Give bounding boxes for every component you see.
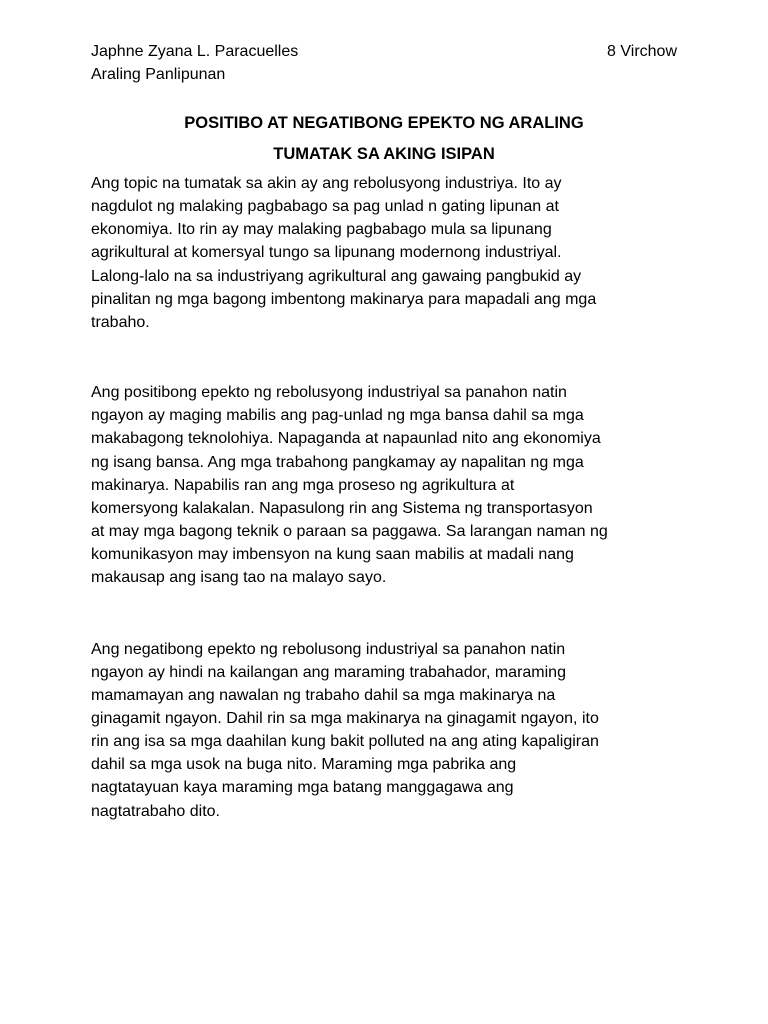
paragraph-line: Ang positibong epekto ng rebolusyong industriyal sa panahon natin — [91, 384, 567, 402]
paragraph-line: ginagamit ngayon. Dahil rin sa mga makinarya na ginagamit ngayon, ito — [91, 709, 599, 727]
paragraph-line: ng isang bansa. Ang mga trabahong pangkamay ay napalitan ng mga — [91, 453, 584, 471]
author-name: Japhne Zyana L. Paracuelles — [91, 43, 299, 60]
paragraph-line: komersyong kalakalan. Napasulong rin ang Sistema ng transportasyon — [91, 499, 593, 517]
paragraph-line: makinarya. Napabilis ran ang mga proseso ng agrikultura at — [91, 476, 515, 494]
paragraph-line: makausap ang isang tao na malayo sayo. — [91, 569, 387, 587]
paragraph-line: nagdulot ng malaking pagbabago sa pag unlad n gating lipunan at — [91, 198, 559, 216]
paragraph-line: Ang negatibong epekto ng rebolusong industriyal sa panahon natin — [91, 640, 566, 658]
paragraph-line: pinalitan ng mga bagong imbentong makinarya para mapadali ang mga — [91, 290, 597, 308]
header-left — [91, 40, 298, 86]
class-section: 8 Virchow — [607, 43, 677, 60]
paragraph-line: ekonomiya. Ito rin ay may malaking pagbabago mula sa lipunang — [91, 221, 552, 239]
paragraph-line: makabagong teknolohiya. Napaganda at napaunlad nito ang ekonomiya — [91, 430, 601, 448]
subject-name: Araling Panlipunan — [91, 66, 226, 83]
paragraph-line: nagtatrabaho dito. — [91, 802, 220, 820]
paragraph-line: dahil sa mga usok na buga nito. Maraming mga pabrika ang — [91, 756, 517, 774]
paragraph-positive-effects — [91, 381, 677, 589]
paragraph-line: agrikultural at komersyal tungo sa lipunang modernong industriyal. — [91, 244, 562, 262]
paragraph-line: ngayon ay maging mabilis ang pag-unlad ng mga bansa dahil sa mga — [91, 407, 584, 425]
paragraph-line: komunikasyon may imbensyon na kung saan mabilis at madali nang — [91, 546, 574, 564]
paragraph-line: ngayon ay hindi na kailangan ang maraming trabahador, maraming — [91, 663, 566, 681]
paragraph-line: mamamayan ang nawalan ng trabaho dahil sa mga makinarya na — [91, 686, 556, 704]
paragraph-line: nagtatayuan kaya maraming mga batang manggagawa ang — [91, 779, 514, 797]
document-header — [91, 40, 677, 86]
paragraph-line: Lalong-lalo na sa industriyang agrikultural ang gawaing pangbukid ay — [91, 267, 582, 285]
paragraph-negative-effects — [91, 638, 677, 823]
title-line-2: TUMATAK SA AKING ISIPAN — [273, 145, 495, 163]
paragraph-line: Ang topic na tumatak sa akin ay ang rebolusyong industriya. Ito ay — [91, 175, 562, 192]
title-line-1: POSITIBO AT NEGATIBONG EPEKTO NG ARALING — [184, 114, 584, 132]
paragraph-line: rin ang isa sa mga daahilan kung bakit polluted na ang ating kapaligiran — [91, 733, 599, 751]
paragraph-intro — [91, 172, 677, 334]
paragraph-line: at may mga bagong teknik o paraan sa paggawa. Sa larangan naman ng — [91, 523, 608, 541]
paragraph-line: trabaho. — [91, 313, 150, 331]
